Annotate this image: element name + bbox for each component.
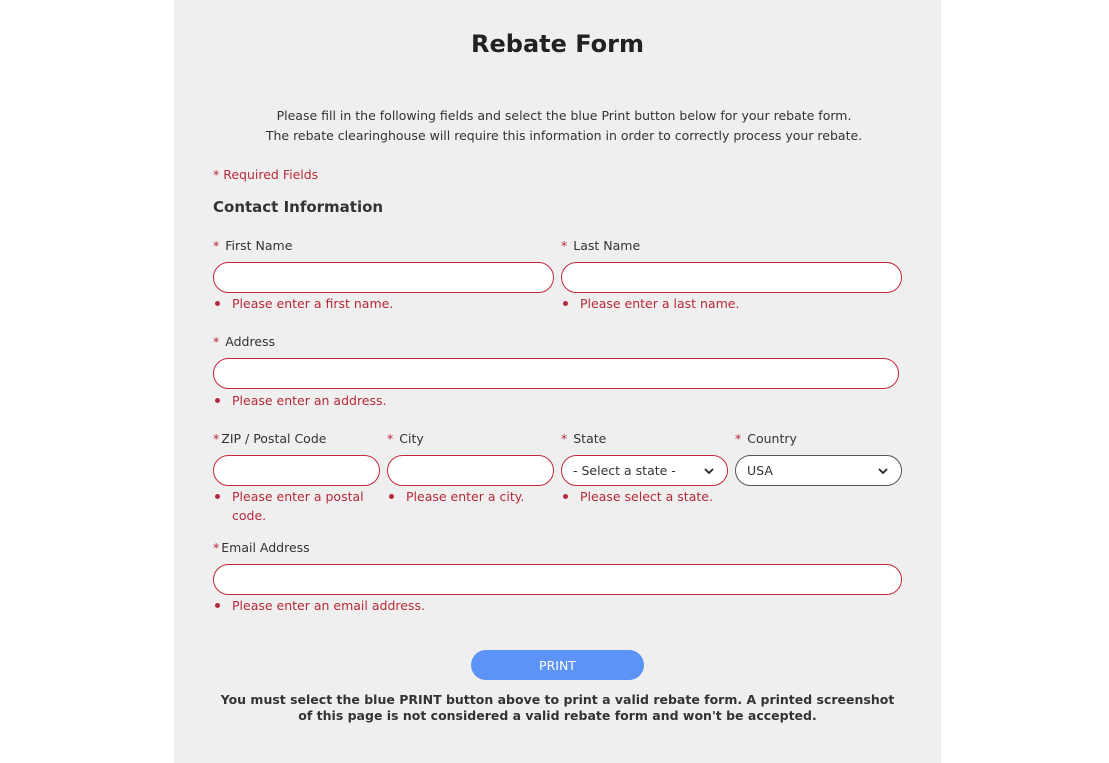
required-marker: * xyxy=(213,238,220,253)
required-fields-note: * Required Fields xyxy=(213,167,319,182)
country-select[interactable] xyxy=(735,455,902,486)
dot-icon xyxy=(563,494,568,499)
address-error: Please enter an address. xyxy=(213,391,899,410)
zip-label: * ZIP / Postal Code xyxy=(213,431,327,446)
print-button[interactable]: PRINT xyxy=(471,650,644,680)
last-name-error: Please enter a last name. xyxy=(561,294,902,313)
email-label: * Email Address xyxy=(213,540,310,555)
required-marker: * xyxy=(561,431,568,446)
required-marker: * xyxy=(213,540,220,555)
print-warning-note: You must select the blue PRINT button above to print a valid rebate form. A printed screenshot of this page is not considered a valid rebate form and won't be accepted. xyxy=(220,692,895,723)
dot-icon xyxy=(389,494,394,499)
dot-icon xyxy=(563,301,568,306)
last-name-label: * Last Name xyxy=(561,238,641,253)
country-label: * Country xyxy=(735,431,797,446)
state-label: * State xyxy=(561,431,607,446)
section-title-contact: Contact Information xyxy=(213,198,384,216)
dot-icon xyxy=(215,603,220,608)
address-input[interactable] xyxy=(213,358,899,389)
required-marker: * xyxy=(213,431,220,446)
dot-icon xyxy=(215,301,220,306)
state-select-value: - Select a state - xyxy=(573,463,676,478)
required-marker: * xyxy=(387,431,394,446)
email-input[interactable] xyxy=(213,564,902,595)
state-select[interactable] xyxy=(561,455,728,486)
state-error: Please select a state. xyxy=(561,487,728,506)
chevron-down-icon xyxy=(703,465,715,477)
page-title: Rebate Form xyxy=(471,30,644,58)
country-select-value: USA xyxy=(747,463,773,478)
chevron-down-icon xyxy=(877,465,889,477)
intro-text: Please fill in the following fields and select the blue Print button below for your rebate form. The rebate clearinghouse will require this information in order to correctly process your rebate. xyxy=(265,108,863,143)
rebate-form-panel xyxy=(174,0,941,763)
city-input[interactable] xyxy=(387,455,554,486)
zip-error: Please enter a postal code. xyxy=(213,487,373,525)
dot-icon xyxy=(215,398,220,403)
required-marker: * xyxy=(213,334,220,349)
address-label: * Address xyxy=(213,334,276,349)
dot-icon xyxy=(215,494,220,499)
first-name-error: Please enter a first name. xyxy=(213,294,554,313)
first-name-input[interactable] xyxy=(213,262,554,293)
required-marker: * xyxy=(561,238,568,253)
zip-input[interactable] xyxy=(213,455,380,486)
last-name-input[interactable] xyxy=(561,262,902,293)
city-label: * City xyxy=(387,431,424,446)
required-marker: * xyxy=(735,431,742,446)
first-name-label: * First Name xyxy=(213,238,293,253)
city-error: Please enter a city. xyxy=(387,487,554,506)
email-error: Please enter an email address. xyxy=(213,596,902,615)
